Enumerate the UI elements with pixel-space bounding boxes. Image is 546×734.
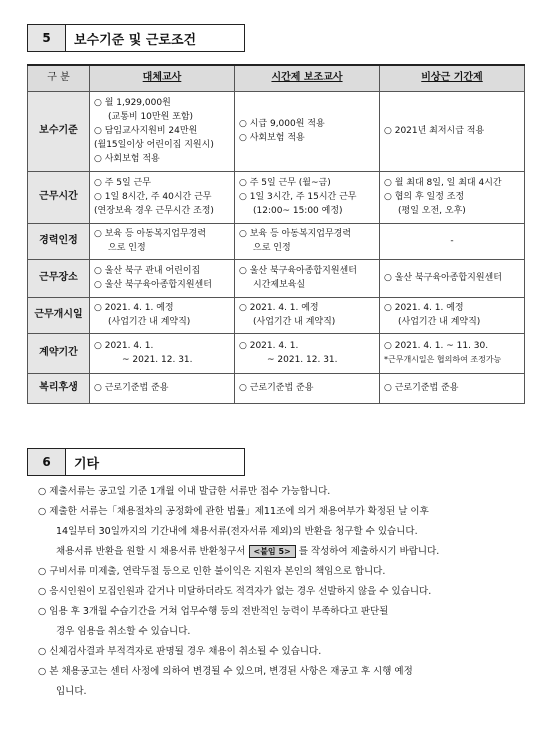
row-label: 보수기준	[28, 91, 90, 171]
table-cell: ○ 보육 등 아동복지업무경력 으로 인정	[235, 223, 380, 259]
table-row	[28, 223, 525, 259]
notes-list	[38, 482, 528, 702]
section-title: 기타	[66, 449, 99, 475]
section-5-header	[27, 24, 245, 52]
section-number: 5	[28, 25, 66, 51]
table-row	[28, 333, 525, 373]
table-cell: ○ 주 5일 근무 (월~금) ○ 1일 3시간, 주 15시간 근무 (12:00~ 15:00 예정)	[235, 171, 380, 223]
note-continuation: 14일부터 30일까지의 기간내에 채용서류(전자서류 제외)의 반환을 청구할 수 있습니다.	[56, 526, 418, 537]
table-cell: ○ 시급 9,000원 적용 ○ 사회보험 적용	[235, 91, 380, 171]
table-cell: ○ 2021년 최저시급 적용	[380, 91, 525, 171]
note-item: ○ 제출한 서류는「채용절차의 공정화에 관한 법률」제11조에 의거 채용여부가 확정된 날 이후	[38, 506, 429, 517]
table-row	[28, 171, 525, 223]
header-substitute-teacher: 대체교사	[90, 65, 235, 91]
note-item: ○ 임용 후 3개월 수습기간을 거쳐 업무수행 등의 전반적인 능력이 부족하다고 판단될	[38, 606, 389, 617]
table-row	[28, 91, 525, 171]
table-cell: ○ 근로기준법 준용	[235, 373, 380, 403]
table-cell: ○ 울산 북구육아종합지원센터 시간제보육실	[235, 259, 380, 297]
header-nonregular-fixedterm: 비상근 기간제	[380, 65, 525, 91]
table-cell: ○ 근로기준법 준용	[380, 373, 525, 403]
table-cell: ○ 주 5일 근무 ○ 1일 8시간, 주 40시간 근무 (연장보육 경우 근무시간 조정)	[90, 171, 235, 223]
table-cell: ○ 근로기준법 준용	[90, 373, 235, 403]
note-item: ○ 제출서류는 공고일 기준 1개월 이내 발급한 서류만 접수 가능합니다.	[38, 486, 331, 497]
note-item: ○ 구비서류 미제출, 연락두절 등으로 인한 불이익은 지원자 본인의 책임으로 합니다.	[38, 566, 386, 577]
section-number: 6	[28, 449, 66, 475]
table-row	[28, 259, 525, 297]
row-label: 근무시간	[28, 171, 90, 223]
section-6-header	[27, 448, 245, 476]
note-item: ○ 본 채용공고는 센터 사정에 의하여 변경될 수 있으며, 변경된 사항은 재공고 후 시행 예정	[38, 666, 413, 677]
table-header-row	[28, 65, 525, 91]
row-label: 경력인정	[28, 223, 90, 259]
row-label: 근무개시일	[28, 297, 90, 333]
table-cell: ○ 2021. 4. 1. ~ 11. 30. *근무개시일은 협의하여 조정가능	[380, 333, 525, 373]
row-label: 복리후생	[28, 373, 90, 403]
table-cell: ○ 2021. 4. 1. ~ 2021. 12. 31.	[90, 333, 235, 373]
attachment-tag: <붙임 5>	[249, 545, 296, 558]
header-category: 구 분	[28, 65, 90, 91]
table-cell: ○ 보육 등 아동복지업무경력 으로 인정	[90, 223, 235, 259]
note-continuation: 채용서류 반환을 원할 시 채용서류 반환청구서 <붙임 5> 를 작성하여 제출하시기 바랍니다.	[56, 546, 440, 557]
note-continuation: 경우 임용을 취소할 수 있습니다.	[56, 626, 191, 637]
header-parttime-assistant: 시간제 보조교사	[235, 65, 380, 91]
row-label: 근무장소	[28, 259, 90, 297]
note-continuation: 입니다.	[56, 686, 87, 697]
table-cell: ○ 2021. 4. 1. 예정 (사업기간 내 계약직)	[90, 297, 235, 333]
table-cell: ○ 월 1,929,000원 (교통비 10만원 포함) ○ 담임교사지원비 24만원 (월15일이상 어린이집 지원시) ○ 사회보험 적용	[90, 91, 235, 171]
table-cell: -	[380, 223, 525, 259]
section-title: 보수기준 및 근로조건	[66, 25, 196, 51]
note-item: ○ 신체검사결과 부적격자로 판명될 경우 채용이 취소될 수 있습니다.	[38, 646, 322, 657]
table-cell: ○ 2021. 4. 1. ~ 2021. 12. 31.	[235, 333, 380, 373]
note-item: ○ 응시인원이 모집인원과 같거나 미달하더라도 적격자가 없는 경우 선발하지 않을 수 있습니다.	[38, 586, 432, 597]
table-cell: ○ 2021. 4. 1. 예정 (사업기간 내 계약직)	[380, 297, 525, 333]
table-cell: ○ 월 최대 8일, 일 최대 4시간 ○ 협의 후 일정 조정 (평일 오전, 오후)	[380, 171, 525, 223]
table-cell: ○ 2021. 4. 1. 예정 (사업기간 내 계약직)	[235, 297, 380, 333]
table-row	[28, 373, 525, 403]
table-cell: ○ 울산 북구 관내 어린이집 ○ 울산 북구육아종합지원센터	[90, 259, 235, 297]
conditions-table	[27, 64, 525, 404]
table-cell: ○ 울산 북구육아종합지원센터	[380, 259, 525, 297]
table-row	[28, 297, 525, 333]
row-label: 계약기간	[28, 333, 90, 373]
